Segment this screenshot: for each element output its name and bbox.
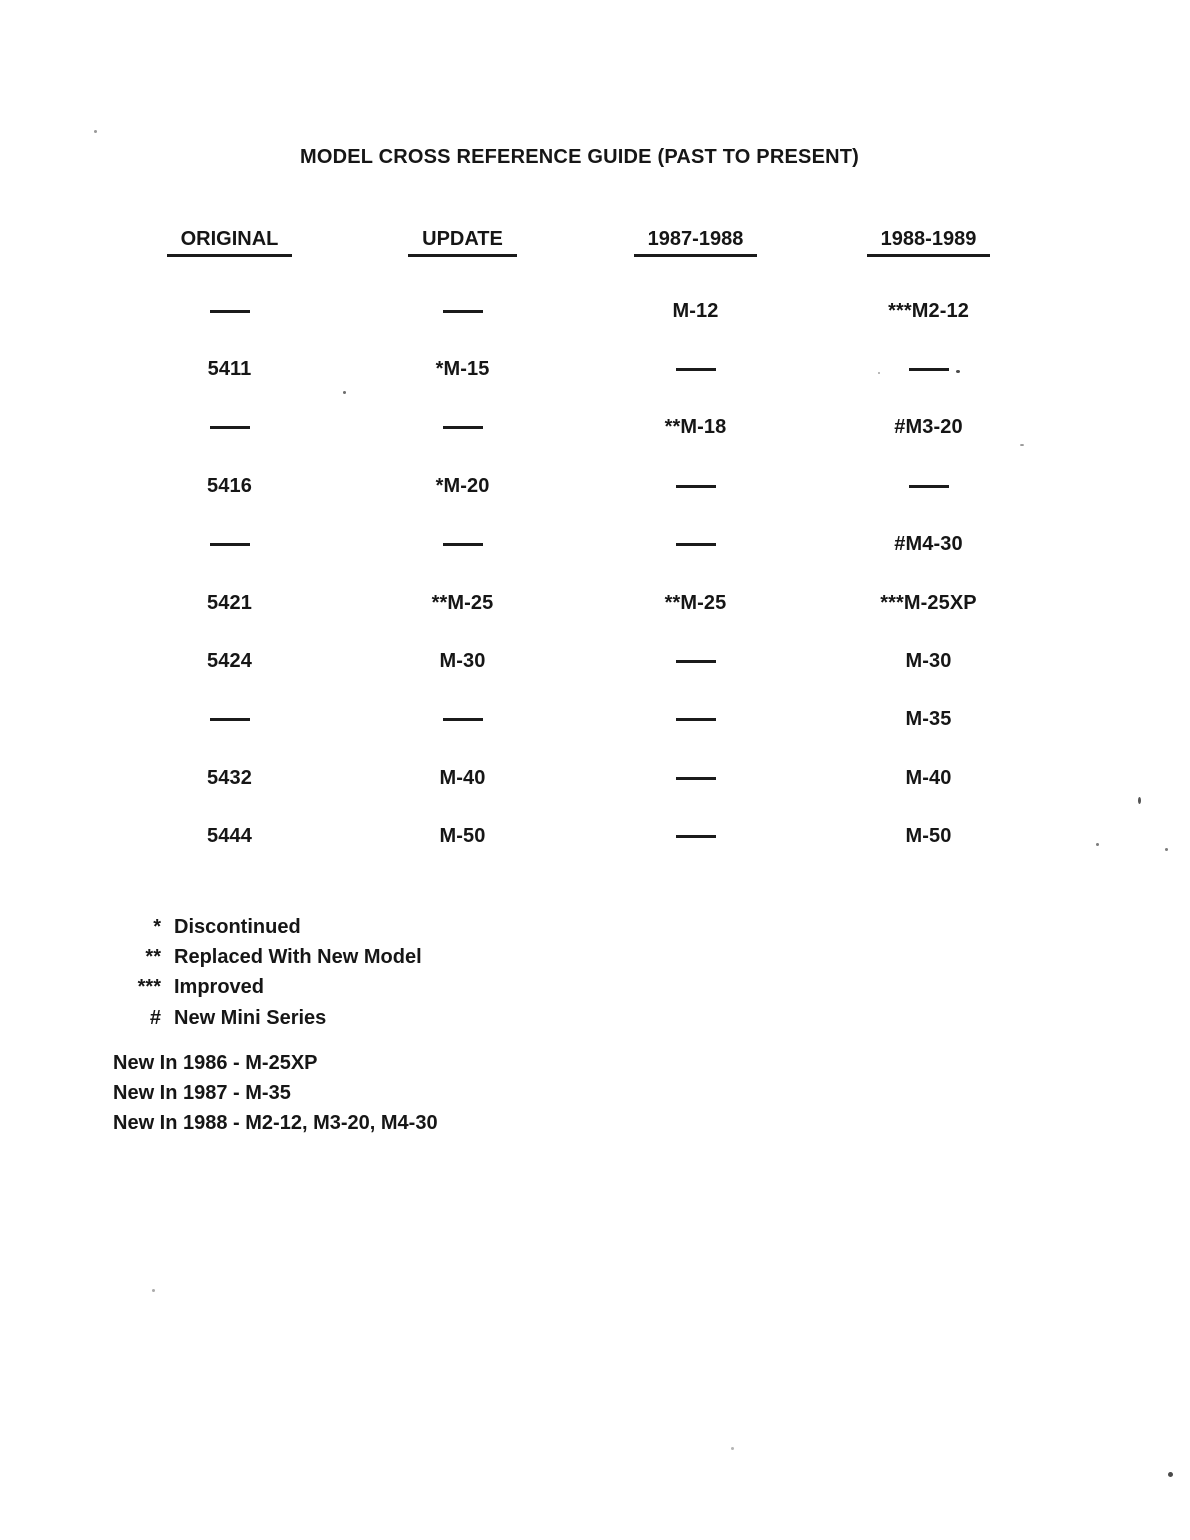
dash-glyph <box>676 485 716 488</box>
empty-cell <box>113 516 346 574</box>
note-line: New In 1988 - M2-12, M3-20, M4-30 <box>113 1112 438 1135</box>
empty-cell <box>346 691 579 749</box>
model-cell: **M-18 <box>664 416 727 439</box>
page-title: MODEL CROSS REFERENCE GUIDE (PAST TO PRESENT) <box>299 146 860 168</box>
dash-glyph <box>676 368 716 371</box>
model-cell: 5416 <box>207 474 252 497</box>
dash-glyph <box>210 543 250 546</box>
note-line: New In 1986 - M-25XP <box>113 1051 318 1074</box>
dash-glyph <box>909 485 949 488</box>
dash-glyph <box>210 310 250 313</box>
scan-speck <box>343 391 346 394</box>
model-cell: **M-25 <box>664 591 727 614</box>
column-header-label: 1987-1988 <box>634 229 758 257</box>
legend-label: Improved <box>174 976 265 999</box>
empty-cell <box>579 749 812 807</box>
empty-cell <box>579 457 812 515</box>
dash-glyph <box>443 543 483 546</box>
legend-symbol: * <box>153 915 161 938</box>
model-cell: M-12 <box>672 299 719 322</box>
model-cell: 5411 <box>207 358 252 381</box>
column-header-label: UPDATE <box>408 229 517 257</box>
model-cell: *M-20 <box>435 474 490 497</box>
model-cell: M-40 <box>439 766 486 789</box>
column-header-1987-1988 <box>579 229 812 257</box>
table-header-row <box>113 229 1045 257</box>
legend-item <box>0 1003 422 1033</box>
empty-cell <box>346 399 579 457</box>
legend-item <box>0 973 422 1003</box>
table-body <box>113 282 1045 866</box>
empty-cell <box>812 340 1045 398</box>
legend-label: New Mini Series <box>174 1006 327 1029</box>
legend-symbol: *** <box>137 976 161 999</box>
empty-cell <box>346 516 579 574</box>
scan-speck <box>1168 1472 1173 1477</box>
model-cell: M-30 <box>905 650 952 673</box>
dash-glyph <box>676 777 716 780</box>
dash-glyph <box>210 426 250 429</box>
dash-glyph <box>909 368 949 371</box>
scan-speck <box>1165 848 1168 851</box>
scan-speck <box>878 372 880 374</box>
scan-speck <box>1020 444 1024 446</box>
model-cell: *M-15 <box>435 358 490 381</box>
scan-speck <box>152 1289 155 1292</box>
model-cell: 5421 <box>207 591 252 614</box>
model-cell: M-30 <box>439 650 486 673</box>
empty-cell <box>579 340 812 398</box>
model-cell: 5432 <box>207 766 252 789</box>
scan-speck <box>94 130 97 133</box>
scan-speck <box>1138 797 1141 804</box>
scan-speck <box>1096 843 1099 846</box>
empty-cell <box>579 691 812 749</box>
empty-cell <box>812 457 1045 515</box>
legend-label: Replaced With New Model <box>174 945 422 968</box>
new-model-notes <box>113 1048 438 1139</box>
note-line: New In 1987 - M-35 <box>113 1081 291 1104</box>
empty-cell <box>113 282 346 340</box>
dash-glyph <box>443 718 483 721</box>
empty-cell <box>579 808 812 866</box>
dash-glyph <box>676 835 716 838</box>
column-header-original <box>113 229 346 257</box>
model-cell: M-50 <box>905 825 952 848</box>
legend-symbol: # <box>149 1006 161 1029</box>
column-header-label: ORIGINAL <box>167 229 293 257</box>
empty-cell <box>579 516 812 574</box>
scan-speck <box>956 370 960 373</box>
dash-glyph <box>676 660 716 663</box>
dash-glyph <box>443 426 483 429</box>
column-header-update <box>346 229 579 257</box>
dash-glyph <box>210 718 250 721</box>
model-cell: M-35 <box>905 708 952 731</box>
model-cell: #M4-30 <box>894 533 963 556</box>
empty-cell <box>579 632 812 690</box>
model-cell: 5424 <box>207 650 252 673</box>
empty-cell <box>113 691 346 749</box>
legend-item <box>0 912 422 942</box>
column-header-1988-1989 <box>812 229 1045 257</box>
legend-item <box>0 942 422 972</box>
model-cell: ***M-25XP <box>880 591 977 614</box>
model-cell: M-50 <box>439 825 486 848</box>
dash-glyph <box>443 310 483 313</box>
scan-speck <box>731 1447 734 1450</box>
model-cell: ***M2-12 <box>888 299 969 322</box>
footnote-legend <box>0 912 422 1033</box>
legend-symbol: ** <box>145 945 161 968</box>
model-cell: M-40 <box>905 766 952 789</box>
model-cell: 5444 <box>207 825 252 848</box>
model-cell: **M-25 <box>431 591 494 614</box>
empty-cell <box>346 282 579 340</box>
model-cell: #M3-20 <box>894 416 963 439</box>
legend-label: Discontinued <box>174 915 301 938</box>
empty-cell <box>113 399 346 457</box>
dash-glyph <box>676 543 716 546</box>
column-header-label: 1988-1989 <box>867 229 991 257</box>
dash-glyph <box>676 718 716 721</box>
